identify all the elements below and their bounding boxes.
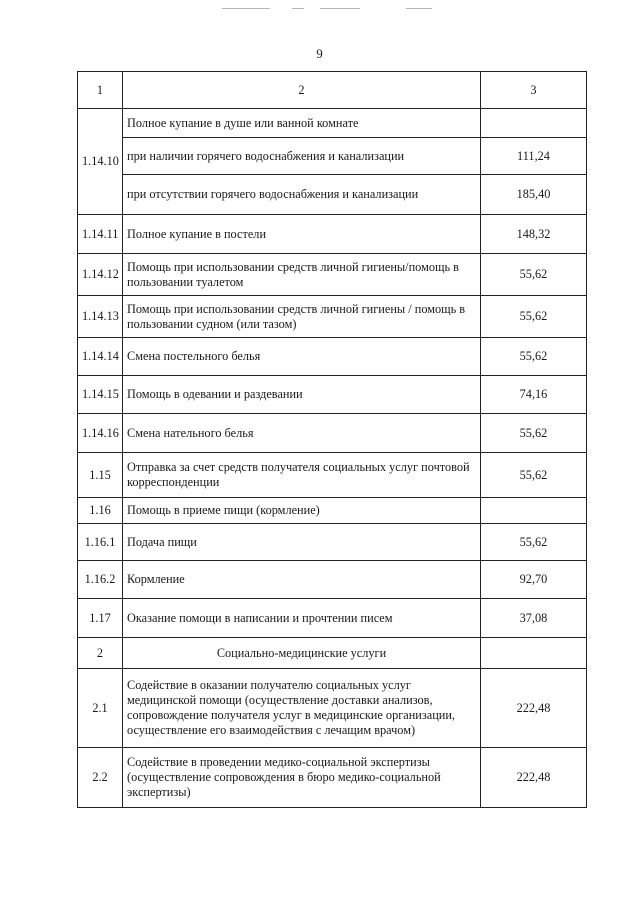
service-name: Содействие в оказании получателю социальных услуг медицинской помощи (осуществление доставки анализов, сопровождение получателя услуг в медицинские организации, осуществление его взаимодействия с лечащим врачом) (123, 669, 481, 748)
table-row (78, 109, 587, 138)
service-code: 1.16.1 (78, 524, 123, 561)
scan-artifact-line (222, 8, 270, 9)
scan-artifact-line (292, 8, 304, 9)
service-price: 222,48 (481, 669, 587, 748)
table-row (78, 561, 587, 599)
service-code: 1.14.11 (78, 215, 123, 254)
service-code: 1.16 (78, 498, 123, 524)
service-code: 1.14.13 (78, 296, 123, 338)
service-name: Помощь при использовании средств личной гигиены/помощь в пользовании туалетом (123, 254, 481, 296)
service-code: 1.14.15 (78, 376, 123, 414)
table-row (78, 376, 587, 414)
table-row (78, 498, 587, 524)
service-code: 1.15 (78, 453, 123, 498)
table-row (78, 453, 587, 498)
scan-artifact-line (406, 8, 432, 9)
table-row (78, 138, 587, 175)
table-row (78, 599, 587, 638)
service-price (481, 498, 587, 524)
header-cell-col3: 3 (481, 72, 587, 109)
header-cell-col2: 2 (123, 72, 481, 109)
scan-artifact-line (320, 8, 360, 9)
service-name: при наличии горячего водоснабжения и канализации (123, 138, 481, 175)
service-price: 111,24 (481, 138, 587, 175)
table-row (78, 524, 587, 561)
service-code: 1.14.14 (78, 338, 123, 376)
service-price: 92,70 (481, 561, 587, 599)
service-price: 55,62 (481, 296, 587, 338)
service-code: 1.14.16 (78, 414, 123, 453)
service-price: 55,62 (481, 524, 587, 561)
service-name: Оказание помощи в написании и прочтении писем (123, 599, 481, 638)
table-row (78, 175, 587, 215)
section-title: Социально-медицинские услуги (123, 638, 481, 669)
service-code: 1.14.10 (78, 109, 123, 215)
service-price: 55,62 (481, 254, 587, 296)
service-price: 148,32 (481, 215, 587, 254)
table-header-row (78, 72, 587, 109)
service-price: 74,16 (481, 376, 587, 414)
page-number: 9 (316, 46, 323, 61)
service-code: 1.16.2 (78, 561, 123, 599)
table-row (78, 669, 587, 748)
service-code: 1.17 (78, 599, 123, 638)
service-name: Полное купание в душе или ванной комнате (123, 109, 481, 138)
service-name: Отправка за счет средств получателя социальных услуг почтовой корреспонденции (123, 453, 481, 498)
service-price: 37,08 (481, 599, 587, 638)
service-code: 1.14.12 (78, 254, 123, 296)
service-price: 222,48 (481, 748, 587, 808)
service-name: Помощь при использовании средств личной гигиены / помощь в пользовании судном (или тазом) (123, 296, 481, 338)
service-price (481, 109, 587, 138)
table-row (78, 338, 587, 376)
section-code: 2 (78, 638, 123, 669)
service-price: 185,40 (481, 175, 587, 215)
service-code: 2.1 (78, 669, 123, 748)
service-name: Подача пищи (123, 524, 481, 561)
service-name: Помощь в приеме пищи (кормление) (123, 498, 481, 524)
table-row (78, 748, 587, 808)
service-price: 55,62 (481, 453, 587, 498)
service-price: 55,62 (481, 338, 587, 376)
header-cell-col1: 1 (78, 72, 123, 109)
table-row (78, 414, 587, 453)
service-name: Смена постельного белья (123, 338, 481, 376)
service-code: 2.2 (78, 748, 123, 808)
service-price: 55,62 (481, 414, 587, 453)
service-name: Кормление (123, 561, 481, 599)
service-name: Содействие в проведении медико-социальной экспертизы (осуществление сопровождения в бюро медико-социальной экспертизы) (123, 748, 481, 808)
service-name: Полное купание в постели (123, 215, 481, 254)
service-price (481, 638, 587, 669)
table-row (78, 254, 587, 296)
section-row (78, 638, 587, 669)
service-name: Смена нательного белья (123, 414, 481, 453)
service-name: при отсутствии горячего водоснабжения и канализации (123, 175, 481, 215)
service-name: Помощь в одевании и раздевании (123, 376, 481, 414)
table-row (78, 296, 587, 338)
table-row (78, 215, 587, 254)
tariff-table (77, 71, 587, 808)
